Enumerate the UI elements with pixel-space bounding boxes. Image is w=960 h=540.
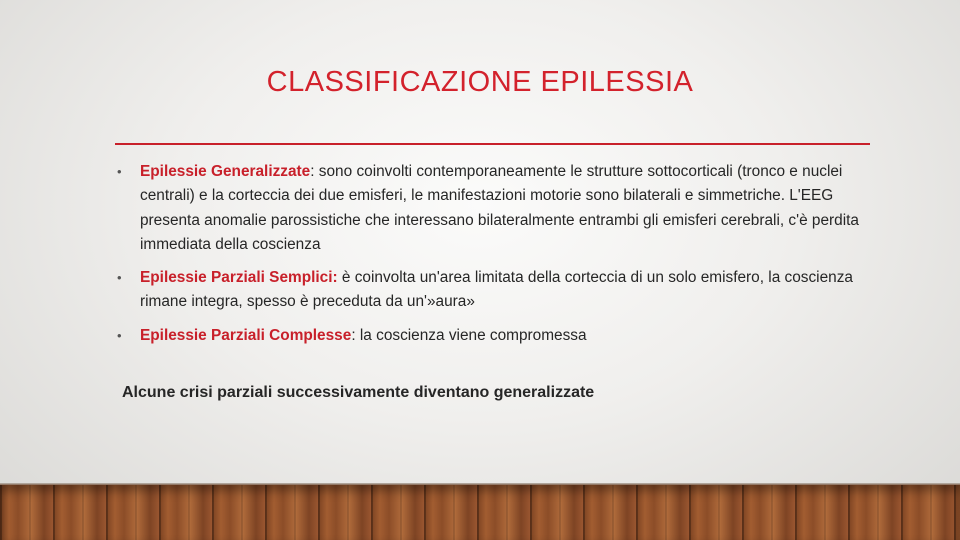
bullet-dot-icon: • xyxy=(117,270,122,286)
bullet-text: è coinvolta un'area limitata della corteccia di un solo emisfero, la coscienza rimane integra, spesso è preceduta da un'»aura» xyxy=(140,269,853,311)
bullet-term: Epilessie Parziali Semplici: xyxy=(140,269,338,287)
slide-title: CLASSIFICAZIONE EPILESSIA xyxy=(266,66,694,98)
bullet-item-simple-partial xyxy=(117,266,877,315)
bullet-item-complex-partial xyxy=(117,324,877,348)
bullet-text: : la coscienza viene compromessa xyxy=(351,326,587,344)
closing-note: Alcune crisi parziali successivamente diventano generalizzate xyxy=(122,384,595,401)
title-divider xyxy=(115,143,870,145)
bullet-term: Epilessie Generalizzate xyxy=(140,163,311,180)
bullet-item-generalized xyxy=(117,160,877,257)
bullet-dot-icon: • xyxy=(117,164,122,179)
bullet-list xyxy=(117,160,877,357)
wood-floor-decoration xyxy=(0,485,960,540)
bullet-term: Epilessie Parziali Complesse xyxy=(140,326,352,344)
bullet-text: : sono coinvolti contemporaneamente le strutture sottocorticali (tronco e nuclei centrali) e la corteccia dei due emisferi, le manifestazioni motorie sono bilaterali e simmetriche. L'EEG presenta anomalie parossistiche che interessano bilateralmente entrambi gli emisferi cerebrali, c'è perdita immediata della coscienza xyxy=(140,163,859,253)
bullet-dot-icon: • xyxy=(117,327,122,343)
